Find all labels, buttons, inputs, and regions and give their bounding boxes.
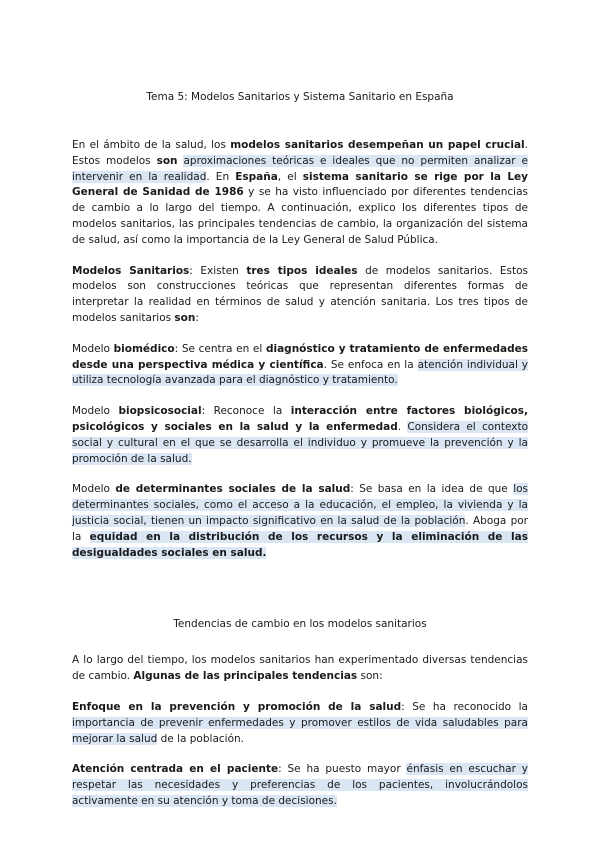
- bold-run: biomédico: [113, 342, 175, 355]
- bold-run: Algunas de las principales tendencias: [133, 670, 358, 683]
- highlight-run: énfasis en escuchar y respetar las necesidades y preferencias de los pacientes, involucrándolos activamente en su atención y toma de decisiones.: [72, 763, 528, 807]
- text-run: de modelos sanitarios. Estos modelos son construcciones teóricas que representan diferentes formas de interpretar la realidad en términos de salud y atención sanitaria. Los tres tipos de modelos sanitarios: [72, 264, 528, 324]
- bold-run: diagnóstico y tratamiento de enfermedades desde una perspectiva médica y científica: [72, 342, 528, 371]
- bold-run: interacción entre factores biológicos, psicológicos y sociales en la salud y la enfermedad: [72, 405, 528, 433]
- text-run: : Existen: [189, 264, 247, 277]
- section-title: Tendencias de cambio en los modelos sanitarios: [173, 618, 427, 631]
- models-intro-paragraph: [72, 264, 528, 327]
- trends-intro-paragraph: [72, 653, 528, 685]
- social-determinants-model-paragraph: [72, 482, 528, 561]
- text-run: : Se centra en el: [174, 342, 266, 355]
- bold-run: son: [174, 311, 196, 324]
- bold-run: Enfoque en la prevención y promoción de la salud: [72, 700, 402, 713]
- text-run: En el ámbito de la salud, los: [72, 139, 231, 151]
- text-run: : Se ha reconocido la: [401, 700, 528, 713]
- text-run: : Se ha puesto mayor: [278, 763, 407, 776]
- highlight-run: atención individual y utiliza tecnología avanzada para el diagnóstico y tratamiento.: [72, 358, 529, 387]
- biomedical-model-paragraph: [72, 342, 528, 389]
- patient-centered-trend-paragraph: [72, 762, 528, 809]
- bold-run: Modelos Sanitarios: [72, 264, 190, 277]
- bold-run: Atención centrada en el paciente: [72, 763, 279, 776]
- text-run: y se ha visto influenciado por diferentes tendencias de cambio a lo largo del tiempo. A continuación, explico los diferentes tipos de modelos sanitarios, las principales tendencias de cambio, la organización del sistema de salud, así como la importancia de la Ley General de Salud Pública.: [72, 186, 528, 246]
- bold-run: tres tipos ideales: [246, 264, 358, 277]
- highlight-run: aproximaciones teóricas e ideales que no permiten analizar e intervenir en la realidad: [72, 154, 528, 183]
- document-title: Tema 5: Modelos Sanitarios y Sistema Sanitario en España: [146, 91, 454, 103]
- text-run: de la población.: [157, 732, 244, 745]
- bold-run: España: [235, 170, 278, 183]
- text-run: . Estos modelos: [72, 139, 529, 167]
- text-run: . Aboga por la: [72, 514, 528, 543]
- bold-run: biopsicosocial: [118, 405, 202, 418]
- bold-run: de determinantes sociales de la salud: [115, 483, 351, 496]
- highlight-run: los determinantes sociales, como el acceso a la educación, el empleo, la vivienda y la justicia social, tienen un impacto significativo en la salud de la población: [72, 483, 528, 527]
- highlight-run: importancia de prevenir enfermedades y promover estilos de vida saludables para mejorar la salud: [72, 716, 528, 745]
- text-run: Modelo: [72, 342, 114, 355]
- text-run: : Reconoce la: [201, 405, 291, 418]
- bold-run: modelos sanitarios desempeñan un papel crucial: [230, 139, 525, 151]
- text-run: . Se enfoca en la: [323, 358, 418, 371]
- text-run: , el: [277, 170, 303, 183]
- bold-run: sistema sanitario se rige por la Ley General de Sanidad de 1986: [72, 170, 529, 199]
- highlight-run: Considera el contexto social y cultural en el que se desarrolla el individuo y promueve la prevención y la promoción de la salud.: [72, 420, 528, 465]
- text-run: son:: [357, 670, 383, 683]
- bold-highlight-run: equidad en la distribución de los recursos y la eliminación de las desigualdades sociales en salud.: [72, 530, 528, 559]
- text-run: .: [397, 420, 408, 433]
- text-run: :: [195, 311, 199, 324]
- intro-paragraph: [72, 138, 528, 249]
- text-run: Modelo: [72, 483, 116, 496]
- bold-run: son: [156, 154, 178, 167]
- text-run: . En: [206, 170, 236, 183]
- biopsychosocial-model-paragraph: [72, 404, 528, 467]
- text-run: : Se basa en la idea de que: [350, 483, 514, 496]
- text-run: Modelo: [72, 405, 119, 418]
- prevention-trend-paragraph: [72, 700, 528, 747]
- text-run: A lo largo del tiempo, los modelos sanitarios han experimentado diversas tendencias de cambio.: [72, 654, 528, 683]
